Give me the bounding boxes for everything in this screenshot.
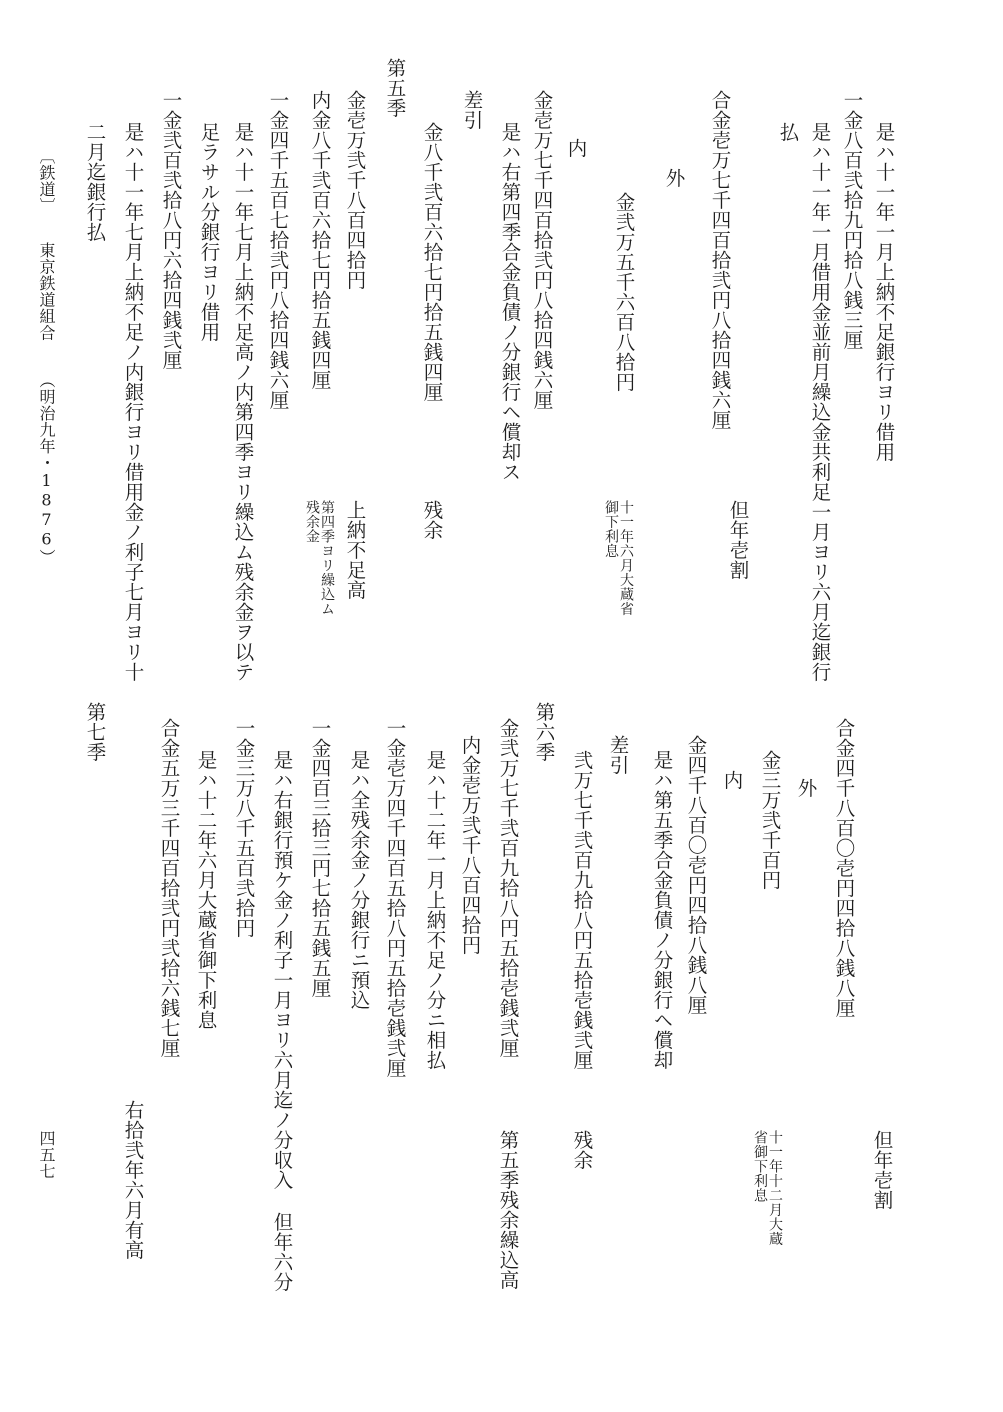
text-column: 外 xyxy=(662,168,686,188)
text-column: 内 xyxy=(720,770,744,790)
text-column: 内金壱万弐千八百四拾円 xyxy=(458,735,482,955)
text-column: 差引 xyxy=(606,735,630,775)
annotation-note: 十一年十二月大蔵 省御下利息 xyxy=(752,1130,783,1246)
section-label: 〔鉄道〕 xyxy=(37,148,56,214)
text-column: 金壱万弐千八百四拾円 xyxy=(343,90,367,290)
annotation-note: 十一年六月大蔵省 御下利息 xyxy=(603,500,634,616)
text-column: 但年壱割 xyxy=(726,500,750,580)
text-column: 金八千弐百六拾七円拾五銭四厘 xyxy=(420,122,444,402)
text-column: 足ラサル分銀行ヨリ借用 xyxy=(197,122,221,342)
text-column: 是ハ十一年七月上納不足高ノ内第四季ヨリ繰込ム残余金ヲ以テ xyxy=(231,122,255,682)
text-column: 払 xyxy=(776,122,800,142)
text-column: 内 xyxy=(564,138,588,158)
text-column: 是ハ右第四季合金負債ノ分銀行ヘ償却ス xyxy=(498,122,522,482)
annotation-note: 第四季ヨリ繰込ム 残余金 xyxy=(304,500,335,616)
text-column: 是ハ十一年七月上納不足ノ内銀行ヨリ借用金ノ利子七月ヨリ十 xyxy=(121,122,145,682)
text-column: 是ハ十一年一月借用金並前月繰込金共利足一月ヨリ六月迄銀行 xyxy=(808,122,832,682)
text-column: 但年壱割 xyxy=(870,1130,894,1210)
text-column: 金壱万七千四百拾弐円八拾四銭六厘 xyxy=(530,90,554,410)
text-column: 金弐万七千弐百九拾八円五拾壱銭弐厘 xyxy=(496,718,520,1058)
text-column: 是ハ全残余金ノ分銀行ニ預込 xyxy=(347,750,371,1010)
text-column: 差引 xyxy=(460,90,484,130)
text-column: 外 xyxy=(794,778,818,798)
text-column: 一金壱万四千四百五拾八円五拾壱銭弐厘 xyxy=(383,718,407,1078)
text-column: 一金四千五百七拾弐円八拾四銭六厘 xyxy=(266,90,290,410)
text-column: 内金八千弐百六拾七円拾五銭四厘 xyxy=(308,90,332,390)
text-column: 是ハ第五季合金負債ノ分銀行ヘ償却 xyxy=(650,750,674,1070)
text-column: 是ハ十二年六月大蔵省御下利息 xyxy=(194,750,218,1030)
text-column: 一金八百弐拾九円拾八銭三厘 xyxy=(840,90,864,350)
section-heading: 第五季 xyxy=(383,58,407,118)
text-column: 第五季残余繰込高 xyxy=(496,1130,520,1290)
text-column: 一金弐百弐拾八円六拾四銭弐厘 xyxy=(159,90,183,370)
text-column: 合金五万三千四百拾弐円弐拾六銭七厘 xyxy=(157,718,181,1058)
text-column: 合金四千八百〇壱円四拾八銭八厘 xyxy=(832,718,856,1018)
page-number: 四五七 xyxy=(37,1130,56,1180)
text-column: 二月迄銀行払 xyxy=(83,122,107,242)
text-column: 弐万七千弐百九拾八円五拾壱銭弐厘 xyxy=(570,750,594,1070)
text-column: 一金四百三拾三円七拾五銭五厘 xyxy=(308,718,332,998)
text-column: 金三万弐千百円 xyxy=(758,750,782,890)
text-column: 一金三万八千五百弐拾円 xyxy=(232,718,256,938)
section-heading: 第七季 xyxy=(83,702,107,762)
text-column: 残余 xyxy=(420,500,444,540)
section-heading: 第六季 xyxy=(532,702,556,762)
text-column: 但年六分 xyxy=(270,1212,294,1292)
text-column: 金四千八百〇壱円四拾八銭八厘 xyxy=(684,735,708,1015)
text-column: 右拾弐年六月有高 xyxy=(121,1100,145,1260)
text-column: 金弐万五千六百八拾円 xyxy=(612,192,636,392)
text-column: 是ハ十一年一月上納不足銀行ヨリ借用 xyxy=(872,122,896,462)
text-column: 是ハ右銀行預ケ金ノ利子一月ヨリ六月迄ノ分収入 xyxy=(270,750,294,1190)
text-column: 是ハ十二年一月上納不足ノ分ニ相払 xyxy=(423,750,447,1070)
text-column: 合金壱万七千四百拾弐円八拾四銭六厘 xyxy=(708,90,732,430)
source-label: 東京鉄道組合 xyxy=(37,242,56,341)
text-column: 上納不足高 xyxy=(343,500,367,600)
text-column: 残余 xyxy=(570,1130,594,1170)
era-label: （明治九年・1876） xyxy=(37,372,56,566)
